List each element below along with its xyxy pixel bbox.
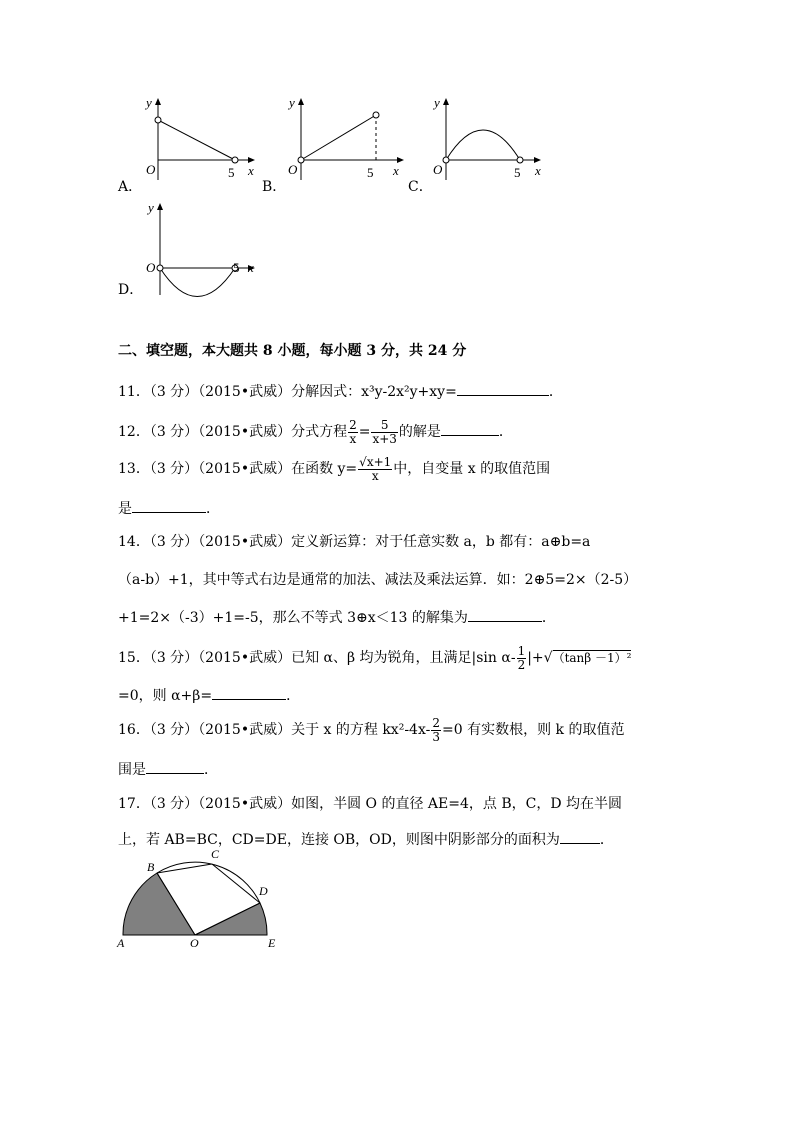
q16-num: 16． [118, 722, 150, 738]
q12-f1-numerator: 2 [349, 417, 357, 432]
graph-c-tick: 5 [514, 165, 521, 180]
q13-answer-blank[interactable] [132, 498, 206, 513]
q15-answer-blank[interactable] [212, 685, 286, 700]
graph-c-origin: O [433, 162, 443, 177]
q17-source: （2015•武威） [198, 796, 292, 812]
q13-line2: 是 [118, 501, 132, 517]
q12-f2-numerator: 5 [371, 419, 397, 433]
q15-score: （3 分） [149, 650, 199, 666]
graph-a-y-label: y [146, 95, 152, 110]
q17-line1: 如图，半圆 O 的直径 AE=4，点 B，C，D 均在半圆 [291, 796, 622, 812]
q14-num: 14． [118, 534, 150, 550]
graph-b-x-label: x [393, 163, 399, 178]
question-14-line3 [118, 607, 556, 628]
graph-c-y-label: y [434, 95, 440, 110]
q15-numerator: 1 [517, 643, 526, 658]
semicircle-figure [115, 845, 290, 950]
point-a-label: A [117, 936, 125, 950]
option-d-label[interactable]: D． [118, 282, 144, 298]
q13-score: （3 分） [149, 461, 199, 477]
question-16 [118, 715, 624, 745]
graph-d-y-label: y [148, 200, 154, 215]
graph-c-x-label: x [535, 163, 541, 178]
q12-fraction-2 [371, 419, 397, 446]
q12-end: ． [498, 424, 513, 440]
q16-score: （3 分） [149, 722, 199, 738]
q16-line2: 围是 [118, 762, 146, 778]
q11-source: （2015•武威） [198, 384, 292, 400]
q12-text-b: 的解是 [398, 424, 441, 440]
point-o-label: O [190, 936, 199, 950]
q11-end: ． [548, 384, 563, 400]
graph-d-tick: 5 [233, 260, 240, 275]
q16-text-a: 关于 x 的方程 kx²-4x- [291, 722, 431, 738]
q11-num: 11． [118, 384, 150, 400]
graph-b-y-label: y [289, 95, 295, 110]
q17-end: ． [599, 832, 614, 848]
q16-text-b: =0 有实数根，则 k 的取值范 [441, 722, 625, 738]
q13-numerator: √x+1 [359, 454, 392, 469]
q15-fraction [517, 645, 527, 672]
question-15-line2 [118, 685, 300, 706]
q16-end: ． [204, 762, 218, 778]
q12-answer-blank[interactable] [441, 421, 499, 436]
q12-text-a: 分式方程 [291, 424, 348, 440]
q14-answer-blank[interactable] [468, 607, 542, 622]
q15-text-a: 已知 α、β 均为锐角，且满足|sin α- [291, 650, 516, 666]
question-14 [118, 532, 590, 552]
question-13 [118, 454, 550, 484]
q14-line3: +1=2×（-3）+1=-5，那么不等式 3⊕x＜13 的解集为 [118, 610, 468, 626]
graph-c [428, 95, 558, 185]
q16-source: （2015•武威） [198, 722, 292, 738]
graph-a-tick: 5 [228, 165, 235, 180]
q15-source: （2015•武威） [198, 650, 292, 666]
point-c-label: C [211, 847, 220, 861]
q14-source: （2015•武威） [198, 534, 292, 550]
q15-denominator: 2 [517, 657, 526, 672]
graph-a [140, 95, 270, 185]
q14-score: （3 分） [149, 534, 199, 550]
q12-score: （3 分） [149, 424, 199, 440]
graph-b-origin: O [288, 162, 298, 177]
q13-denominator: x [371, 468, 379, 483]
q13-text-b: 中，自变量 x 的取值范围 [393, 461, 551, 477]
graph-b-tick: 5 [367, 165, 374, 180]
q12-equals: = [358, 424, 371, 440]
graph-a-origin: O [146, 162, 156, 177]
point-b-label: B [147, 860, 155, 874]
option-b-label[interactable]: B． [262, 179, 287, 195]
q13-num: 13． [118, 461, 150, 477]
q17-line2: 上，若 AB=BC，CD=DE，连接 OB，OD，则图中阴影部分的面积为 [118, 832, 560, 848]
graph-d-origin: O [146, 260, 156, 275]
q17-score: （3 分） [149, 796, 199, 812]
q11-text: 分解因式：x³y-2x²y+xy= [291, 384, 457, 400]
question-12 [118, 418, 513, 446]
q12-num: 12． [118, 424, 150, 440]
q12-fraction-1 [348, 419, 358, 446]
q14-end: ． [541, 610, 556, 626]
q13-text-a: 在函数 y= [291, 461, 358, 477]
shaded-region-left [123, 873, 195, 935]
q12-f2-denominator: x+3 [372, 431, 397, 446]
q14-line2: （a-b）+1，其中等式右边是通常的加法、减法及乘法运算．如：2⊕5=2×（2-5） [118, 572, 638, 588]
q16-answer-blank[interactable] [146, 759, 204, 774]
graph-b [283, 95, 413, 185]
q15-num: 15． [118, 650, 150, 666]
q11-score: （3 分） [149, 384, 199, 400]
q15-end: ． [286, 688, 301, 704]
question-17 [118, 794, 622, 814]
graph-a-x-label: x [248, 163, 254, 178]
question-16-line2 [118, 759, 218, 780]
q17-answer-blank[interactable] [560, 829, 600, 844]
section-title: 二、填空题，本大题共 8 小题，每小题 3 分，共 24 分 [118, 343, 467, 359]
option-c-label[interactable]: C． [408, 179, 433, 195]
q15-line2: =0，则 α+β= [118, 688, 213, 704]
q12-f1-denominator: x [349, 431, 357, 446]
question-11 [118, 381, 563, 402]
option-a-label[interactable]: A． [118, 179, 143, 195]
sqrt-icon: √ [543, 650, 553, 666]
point-e-label: E [268, 936, 276, 950]
q16-denominator: 3 [432, 729, 440, 744]
graph-d [140, 200, 270, 300]
graph-d-x-label: x [248, 260, 254, 275]
q15-text-b: |+ [527, 650, 544, 666]
q12-source: （2015•武威） [198, 424, 292, 440]
question-13-line2 [118, 498, 220, 519]
q16-fraction [431, 717, 441, 744]
q17-num: 17． [118, 796, 150, 812]
question-15 [118, 643, 631, 673]
q11-answer-blank[interactable] [457, 381, 549, 396]
point-d-label: D [259, 884, 268, 898]
q13-end: ． [206, 501, 220, 517]
q13-fraction [358, 456, 392, 483]
q16-numerator: 2 [432, 715, 440, 730]
q13-source: （2015•武威） [198, 461, 292, 477]
q14-line1: 定义新运算：对于任意实数 a，b 都有：a⊕b=a [291, 534, 591, 550]
q15-sqrt-content: （tanβ －1）² [552, 651, 632, 665]
